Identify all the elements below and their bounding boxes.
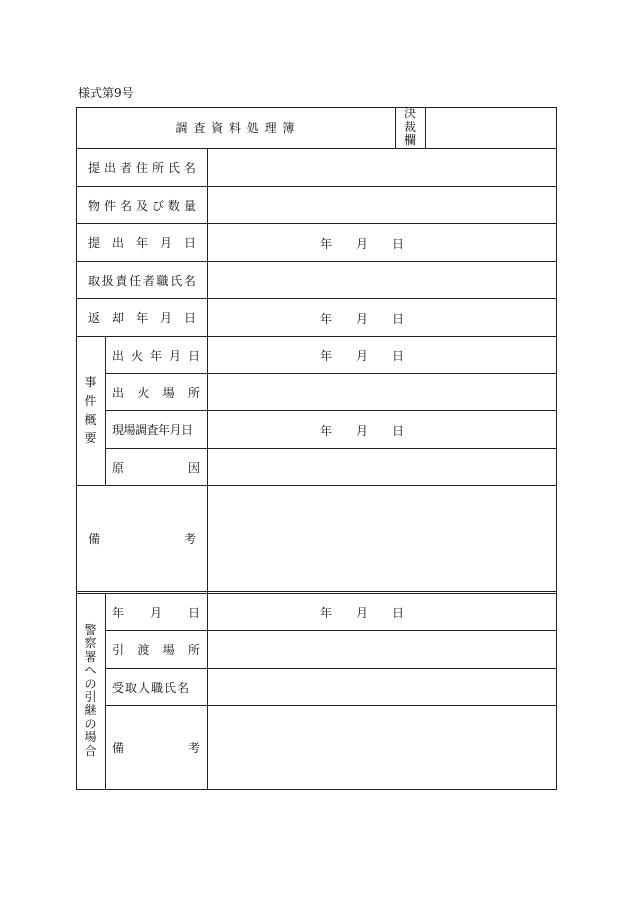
items-field[interactable] <box>208 187 556 223</box>
submitter-label: 提 出 者 住 所 氏 名 <box>88 161 196 175</box>
rule <box>105 336 106 485</box>
remarks-field[interactable] <box>208 486 556 591</box>
handler-field[interactable] <box>208 262 556 298</box>
survey-date-label: 現場調査年月日 <box>112 423 193 437</box>
form-number: 様式第9号 <box>78 86 134 100</box>
handover-remarks-field[interactable] <box>208 706 556 789</box>
incident-label: 事 件 概 要 <box>84 375 97 446</box>
approval-label-char: 裁 <box>403 119 416 134</box>
receiver-label: 受取人職氏名 <box>112 680 191 695</box>
submit-date-field[interactable]: 年 月 日 <box>320 237 405 251</box>
submitter-field[interactable] <box>208 149 556 186</box>
survey-date-field[interactable]: 年 月 日 <box>320 424 405 438</box>
fire-date-label: 出 火 年 月 日 <box>112 348 200 363</box>
approval-label-char: 欄 <box>403 133 416 148</box>
handover-place-label: 引 渡 場 所 <box>112 643 200 657</box>
items-label: 物 件 名 及 び 数 量 <box>88 198 196 213</box>
fire-place-field[interactable] <box>208 374 556 410</box>
receiver-field[interactable] <box>208 669 556 705</box>
handover-date-label: 年 月 日 <box>112 605 200 620</box>
cause-label: 原 因 <box>112 460 200 475</box>
cause-field[interactable] <box>208 449 556 485</box>
approval-label-char: 決 <box>403 105 416 120</box>
handover-date-field[interactable]: 年 月 日 <box>320 606 405 620</box>
approval-field[interactable] <box>426 108 556 148</box>
remarks-label: 備 考 <box>88 532 196 546</box>
handler-label: 取 扱 責 任 者 職 氏 名 <box>88 273 196 288</box>
return-date-label: 返 却 年 月 日 <box>88 311 196 325</box>
submit-date-label: 提 出 年 月 日 <box>88 236 196 250</box>
police-handover-label: 警 察 署 へ の 引 継 の 場 合 <box>84 622 97 758</box>
handover-place-field[interactable] <box>208 631 556 668</box>
rule <box>76 591 557 592</box>
fire-place-label: 出 火 場 所 <box>112 385 200 400</box>
approval-label <box>395 107 425 148</box>
return-date-field[interactable]: 年 月 日 <box>320 312 405 326</box>
form-title: 調 査 資 料 処 理 簿 <box>175 121 296 135</box>
handover-remarks-label: 備 考 <box>112 741 200 755</box>
rule <box>76 789 557 790</box>
fire-date-field[interactable]: 年 月 日 <box>320 349 405 363</box>
rule <box>105 593 106 789</box>
